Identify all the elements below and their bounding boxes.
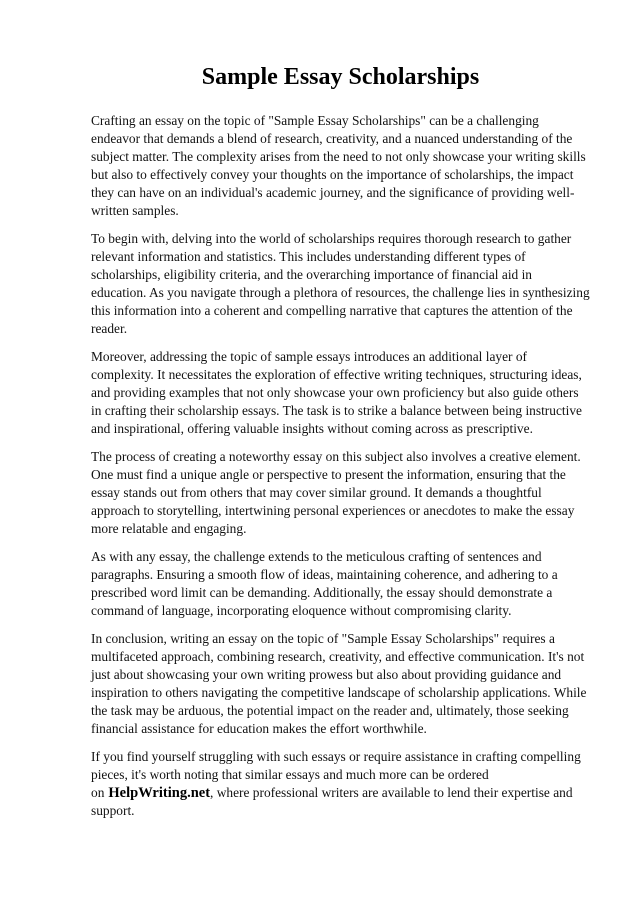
closing-text-before-link: If you find yourself struggling with such essays or require assistance in crafting compelling pieces, it's worth noting that similar essays and much more can be ordered on (91, 749, 581, 800)
helpwriting-link[interactable]: HelpWriting.net (108, 785, 211, 801)
paragraph-3: Moreover, addressing the topic of sample essays introduces an additional layer of complexity. It necessitates the exploration of effective writing techniques, structuring ideas, and providing examples that not only showcase your own proficiency but also guide others in crafting their scholarship essays. The task is to strike a balance between being instructive and inspirational, offering valuable insights without coming across as prescriptive. (91, 349, 582, 436)
closing-paragraph (91, 748, 590, 820)
closing-text-after-link: , where professional writers are available to lend their expertise and support. (91, 785, 573, 818)
paragraph-1: Crafting an essay on the topic of "Sample Essay Scholarships" can be a challenging endeavor that demands a blend of research, creativity, and a nuanced understanding of the subject matter. The complexity arises from the need to not only showcase your writing skills but also to effectively convey your thoughts on the importance of scholarships, the impact they can have on an individual's academic journey, and the significance of providing well-written samples. (91, 113, 586, 218)
paragraph-5: As with any essay, the challenge extends to the meticulous crafting of sentences and paragraphs. Ensuring a smooth flow of ideas, maintaining coherence, and adhering to a prescribed word limit can be demanding. Additionally, the essay should demonstrate a command of language, incorporating eloquence without compromising clarity. (91, 549, 558, 618)
paragraph-4: The process of creating a noteworthy essay on this subject also involves a creative element. One must find a unique angle or perspective to present the information, ensuring that the essay stands out from others that may cover similar ground. It demands a thoughtful approach to storytelling, intertwining personal experiences or anecdotes to make the essay more relatable and engaging. (91, 449, 581, 536)
paragraph-2: To begin with, delving into the world of scholarships requires thorough research to gather relevant information and statistics. This includes understanding different types of scholarships, eligibility criteria, and the overarching importance of financial aid in education. As you navigate through a plethora of resources, the challenge lies in synthesizing this information into a coherent and compelling narrative that captures the attention of the reader. (91, 231, 590, 336)
document-title: Sample Essay Scholarships (201, 64, 480, 90)
paragraph-6: In conclusion, writing an essay on the topic of "Sample Essay Scholarships" requires a multifaceted approach, combining research, creativity, and effective communication. It's not just about showcasing your own writing prowess but also about providing guidance and inspiration to others navigating the competitive landscape of scholarship applications. While the task may be arduous, the potential impact on the reader and, ultimately, those seeking financial assistance for education makes the effort worthwhile. (91, 631, 587, 736)
